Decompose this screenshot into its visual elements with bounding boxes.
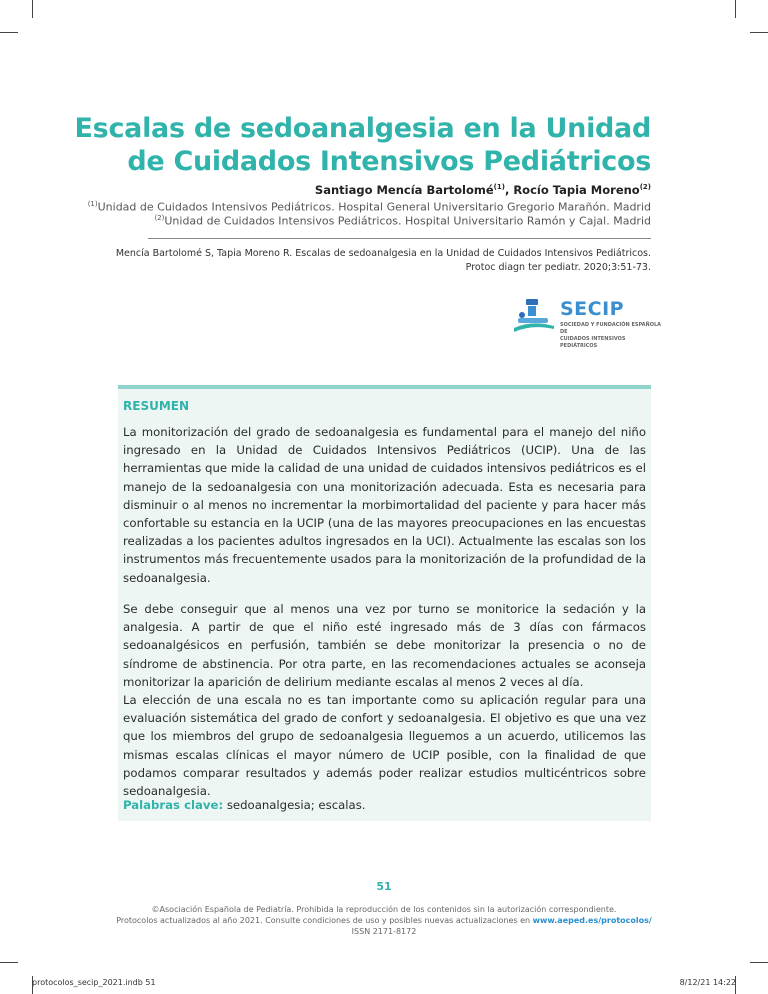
abstract-paragraph: La monitorización del grado de sedoanalgesia es fundamental para el manejo del niño ingresado en la Unidad de Cuidados Intensivos Pediátricos (UCIP). Una de las herramientas que mide la calidad de una unidad de cuidados intensivos pediátricos es el manejo de la sedoanalgesia con una monitorización adecuada. Esta es necesaria para disminuir o al menos no incrementar la morbimortalidad del paciente y para hacer más confortable su estancia en la UCIP (una de las mayores preocupaciones en las encuestas realizadas a los pacientes adultos ingresados en la UCI). Actualmente las escalas son los instrumentos más frecuentemente usados para la monitorización de la profundidad de la sedoanalgesia. [123,425,646,585]
author-list [315,183,651,197]
abstract-box [118,385,651,821]
crop-mark [750,962,768,963]
citation-line: Protoc diagn ter pediatr. 2020;3:51-73. [465,262,651,273]
footer-copyright: ©Asociación Española de Pediatría. Prohibida la reproducción de los contenidos sin la autorización correspondiente. [151,905,617,914]
affiliation-mark: (1) [87,200,98,208]
affiliation-text: Unidad de Cuidados Intensivos Pediátricos. Hospital General Universitario Gregorio Marañón. Madrid [97,200,651,214]
keywords-label: Palabras clave: [123,798,224,812]
logo-subtitle-line: CUIDADOS INTENSIVOS PEDIÁTRICOS [560,336,626,349]
abstract-paragraph: La elección de una escala no es tan importante como su aplicación regular para una evaluación sistemática del grado de confort y sedoanalgesia. El objetivo es que una vez que los miembros del grupo de sedoanalgesia lleguemos a un acuerdo, utilicemos las mismas escalas clínicas el mayor número de UCIP posible, con la finalidad de que podamos comparar resultados y además poder realizar estudios multicéntricos sobre sedoanalgesia. [123,693,646,799]
author-name: Rocío Tapia Moreno [513,183,640,197]
keywords-value: sedoanalgesia; escalas. [223,798,366,812]
crop-mark [32,0,33,18]
secip-logo [512,298,662,349]
footer-link[interactable]: www.aeped.es/protocolos/ [532,916,652,925]
footer-update-note [0,916,768,925]
footer-update-text: Protocolos actualizados al año 2021. Consulte condiciones de uso y posibles nuevas actualizaciones en [116,916,533,925]
crop-mark [750,32,768,33]
page-number: 51 [376,880,392,893]
citation [116,247,651,275]
document-title [51,112,651,178]
print-imprint-file: protocolos_secip_2021.indb 51 [32,978,156,987]
author-name: Santiago Mencía Bartolomé [314,183,494,197]
crop-mark [0,962,18,963]
divider [148,238,651,239]
secip-emblem-icon [512,298,556,338]
author-affiliation-mark: (1) [493,183,505,192]
affiliation [154,214,651,228]
print-imprint-date: 8/12/21 14:22 [679,978,736,987]
affiliation-text: Unidad de Cuidados Intensivos Pediátricos. Hospital Universitario Ramón y Cajal. Madrid [164,214,651,228]
keywords [123,798,366,812]
logo-subtitle [560,322,662,350]
author-affiliation-mark: (2) [639,183,651,192]
affiliation-mark: (2) [154,214,165,222]
title-line-2: de Cuidados Intensivos Pediátricos [127,146,651,177]
crop-mark [0,32,18,33]
abstract-heading: RESUMEN [123,399,190,413]
title-line-1: Escalas de sedoanalgesia en la Unidad [74,113,651,144]
author-separator: , [504,183,514,197]
logo-name: SECIP [560,298,625,320]
citation-line: Mencía Bartolomé S, Tapia Moreno R. Escalas de sedoanalgesia en la Unidad de Cuidados Intensivos Pediátricos. [115,248,651,259]
crop-mark [735,0,736,18]
footer-issn: ISSN 2171-8172 [351,927,417,936]
logo-subtitle-line: SOCIEDAD Y FUNDACIÓN ESPAÑOLA DE [560,322,662,335]
abstract-paragraph: Se debe conseguir que al menos una vez por turno se monitorice la sedación y la analgesia. A partir de que el niño esté ingresado más de 3 días con fármacos sedoanalgésicos en perfusión, también se debe monitorizar la presencia o no de síndrome de abstinencia. Por otra parte, en las recomendaciones actuales se aconseja monitorizar la aparición de delirium mediante escalas al menos 2 veces al día. [123,602,646,689]
affiliation [88,200,651,214]
